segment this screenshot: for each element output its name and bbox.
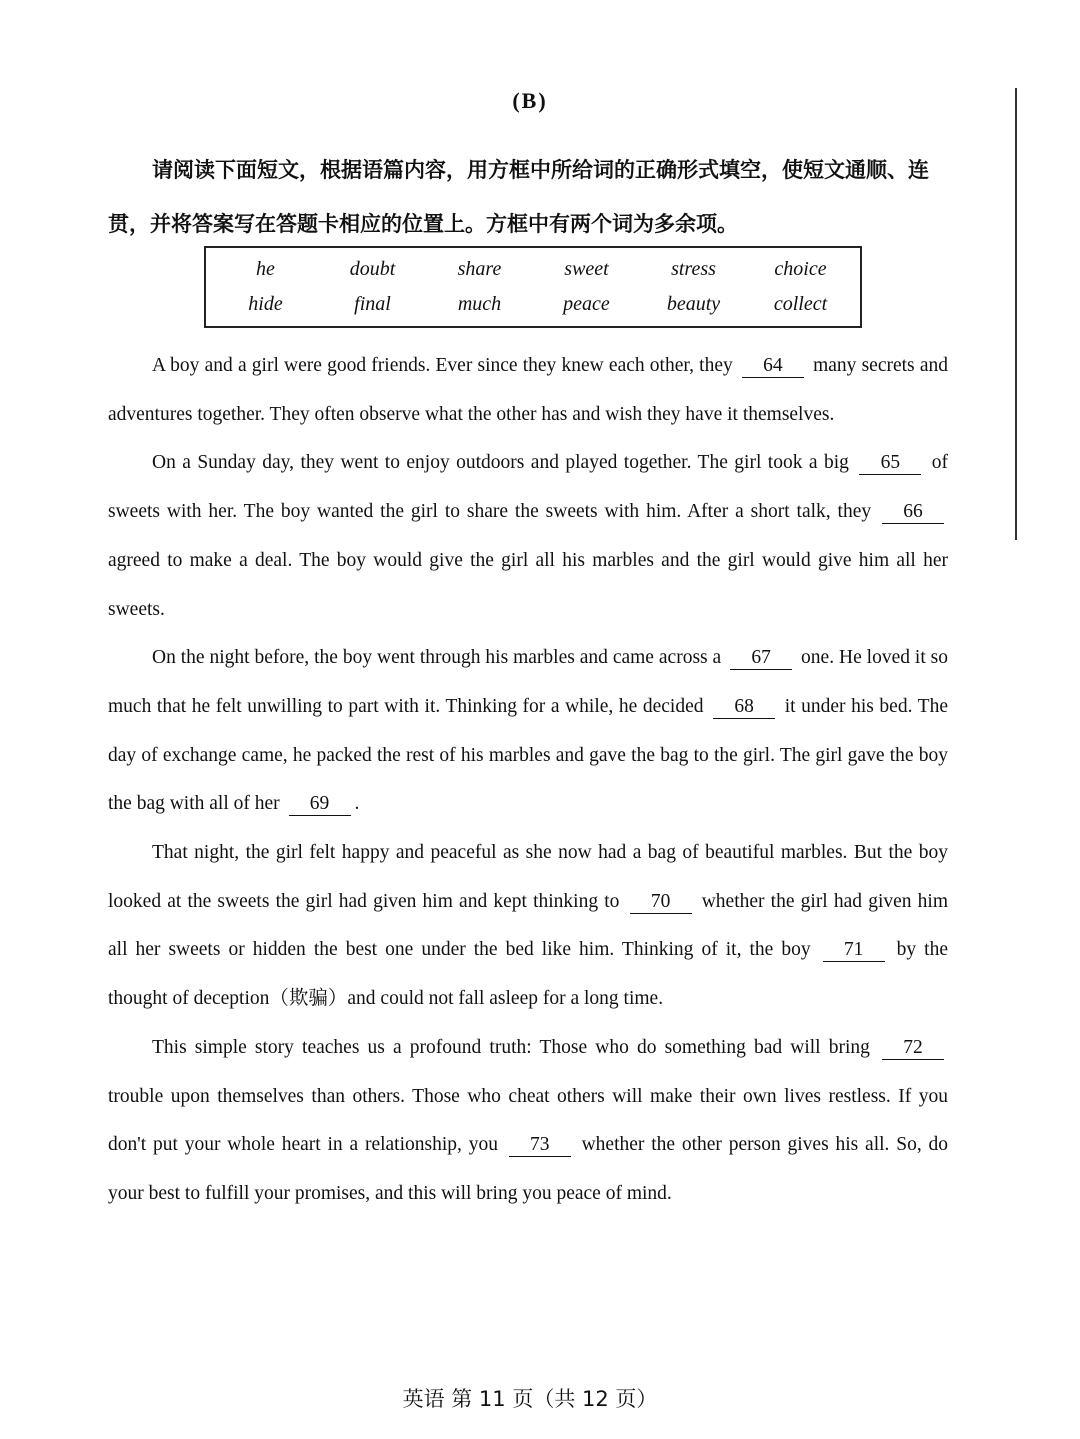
blank-67: 67 bbox=[730, 647, 792, 670]
blank-70: 70 bbox=[630, 891, 692, 914]
blank-72: 72 bbox=[882, 1037, 944, 1060]
word-option: hide bbox=[248, 293, 283, 315]
blank-69: 69 bbox=[289, 793, 351, 816]
text-segment: trouble upon themselves than others. Those who cheat others will make their own lives restless. If you don't put your whole heart in a relationship, you bbox=[108, 1085, 948, 1156]
blank-64: 64 bbox=[742, 355, 804, 378]
blank-68: 68 bbox=[713, 696, 775, 719]
text-segment: agreed to make a deal. The boy would give the girl all his marbles and the girl would give him all her sweets. bbox=[108, 549, 948, 620]
word-option: choice bbox=[774, 258, 827, 280]
text-segment: whether the girl had given him all her sweets or hidden the best one under the bed like him. Thinking of it, the boy bbox=[108, 890, 948, 961]
text-segment: of sweets with her. The boy wanted the girl to share the sweets with him. After a short talk, they bbox=[108, 452, 949, 523]
blank-73: 73 bbox=[509, 1134, 571, 1157]
word-option: he bbox=[256, 258, 275, 280]
word-option: sweet bbox=[564, 258, 609, 280]
margin-rule bbox=[1015, 88, 1017, 540]
text-segment: That night, the girl felt happy and peaceful as she now had a bag of beautiful marbles. But the boy looked at the sweets the girl had given him and kept thinking to bbox=[108, 842, 948, 912]
section-title: (B) bbox=[512, 88, 548, 113]
word-box bbox=[204, 246, 862, 328]
word-option: doubt bbox=[349, 258, 396, 280]
blank-71: 71 bbox=[823, 939, 885, 962]
word-option: collect bbox=[773, 293, 828, 315]
text-segment: On the night before, the boy went through his marbles and came across a bbox=[152, 647, 722, 669]
text-segment: many secrets and adventures together. They often observe what the other has and wish they have it themselves. bbox=[108, 355, 948, 425]
text-segment: it under his bed. The day of exchange came, he packed the rest of his marbles and gave the bag to the girl. The girl gave the boy the bag with all of her bbox=[108, 695, 949, 815]
instruction-line-2: 贯，并将答案写在答题卡相应的位置上。方框中有两个词为多余项。 bbox=[108, 212, 738, 236]
text-segment: A boy and a girl were good friends. Ever since they knew each other, they bbox=[152, 355, 733, 376]
word-option: stress bbox=[671, 258, 716, 280]
paragraph-3 bbox=[108, 634, 948, 829]
text-segment: On a Sunday day, they went to enjoy outdoors and played together. The girl took a big bbox=[152, 452, 849, 474]
text-segment: . bbox=[354, 793, 360, 815]
paragraph-2 bbox=[108, 439, 948, 634]
word-option: peace bbox=[563, 293, 610, 315]
instructions bbox=[108, 143, 928, 251]
instruction-line-1: 请阅读下面短文，根据语篇内容，用方框中所给词的正确形式填空，使短文通顺、连 bbox=[152, 158, 929, 182]
passage bbox=[108, 342, 948, 1219]
text-segment: by the thought of deception（欺骗）and could not fall asleep for a long time. bbox=[108, 939, 948, 1010]
paragraph-4 bbox=[108, 829, 948, 1024]
text-segment: whether the other person gives his all. So, do your best to fulfill your promises, and this will bring you peace of mind. bbox=[108, 1134, 949, 1204]
text-segment: one. He loved it so much that he felt unwilling to part with it. Thinking for a while, he decided bbox=[108, 647, 948, 717]
word-option: final bbox=[354, 293, 391, 315]
word-option: share bbox=[457, 258, 502, 280]
page-footer: 英语 第 11 页（共 12 页） bbox=[402, 1387, 658, 1411]
word-option: beauty bbox=[666, 293, 721, 315]
blank-66: 66 bbox=[882, 501, 944, 524]
text-segment: This simple story teaches us a profound truth: Those who do something bad will bring bbox=[152, 1036, 870, 1058]
paragraph-1 bbox=[108, 342, 948, 439]
paragraph-5 bbox=[108, 1024, 948, 1219]
word-option: much bbox=[457, 293, 502, 315]
blank-65: 65 bbox=[859, 452, 921, 475]
